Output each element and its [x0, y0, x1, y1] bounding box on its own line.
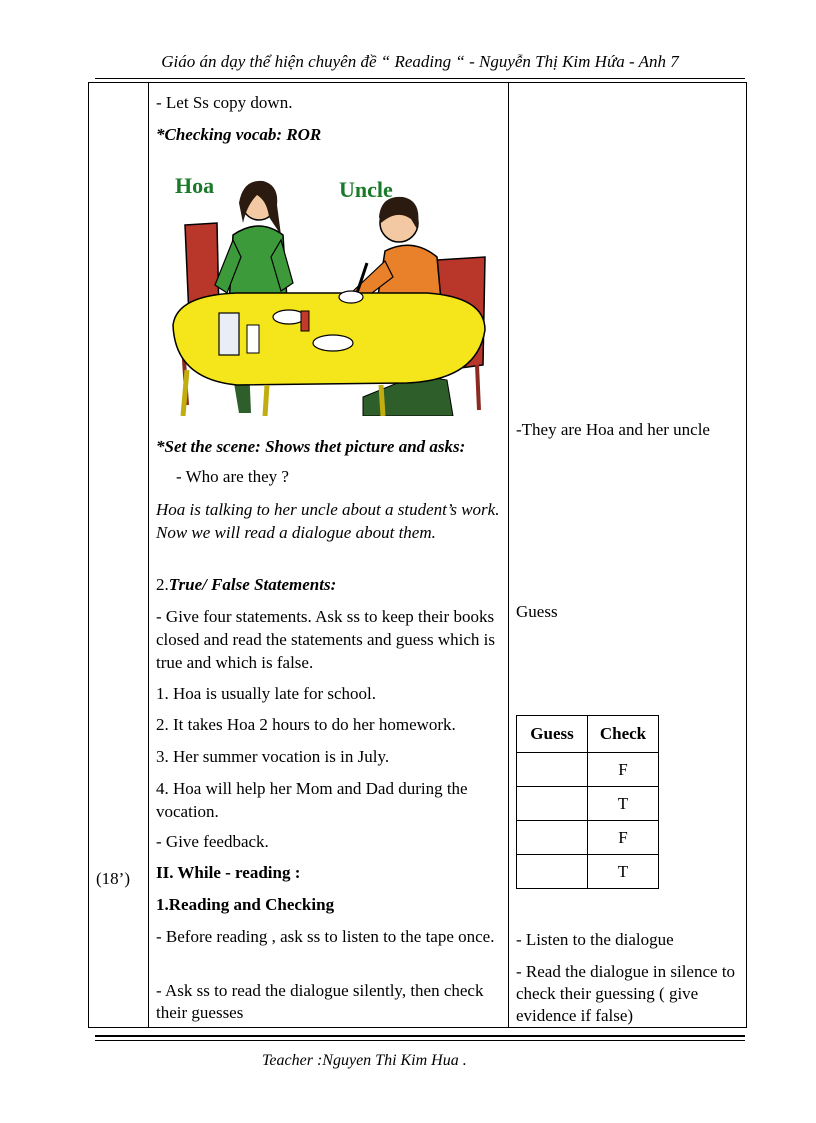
- table-row: [517, 787, 659, 821]
- check-cell: F: [588, 821, 659, 855]
- tf-number: 2.: [156, 575, 169, 594]
- checking-vocab-heading: *Checking vocab: ROR: [156, 125, 322, 144]
- statement-4: 4. Hoa will help her Mom and Dad during the vocation.: [156, 779, 468, 821]
- guess-cell: [517, 855, 588, 889]
- footer-rule-bottom: [95, 1040, 745, 1041]
- intro-text: Hoa is talking to her uncle about a student’s work. Now we will read a dialogue about them.: [156, 500, 500, 542]
- label-hoa: Hoa: [175, 173, 215, 198]
- reading-checking-heading: 1.Reading and Checking: [156, 895, 335, 914]
- guess-label: Guess: [516, 602, 558, 621]
- guess-check-table: [516, 715, 659, 889]
- header-check: Check: [588, 716, 659, 753]
- column-divider-2: [508, 82, 509, 1028]
- check-cell: T: [588, 787, 659, 821]
- column-divider-1: [148, 82, 149, 1028]
- who-question: - Who are they ?: [176, 467, 289, 486]
- tf-instructions: - Give four statements. Ask ss to keep their books closed and read the statements and guess which is true and which is false.: [156, 607, 495, 672]
- tf-heading: [156, 574, 336, 596]
- statement-1: 1. Hoa is usually late for school.: [156, 684, 377, 703]
- time-label: (18’): [96, 869, 130, 888]
- header-guess: Guess: [517, 716, 588, 753]
- table-row: [517, 753, 659, 787]
- header-rule: [95, 78, 745, 79]
- give-feedback: - Give feedback.: [156, 832, 269, 851]
- before-reading-text: - Before reading , ask ss to listen to the tape once.: [156, 927, 495, 946]
- check-cell: F: [588, 753, 659, 787]
- table-row: [517, 821, 659, 855]
- listen-text: - Listen to the dialogue: [516, 930, 674, 949]
- read-silently-text: - Ask ss to read the dialogue silently, then check their guesses: [156, 981, 484, 1022]
- while-reading-heading: II. While - reading :: [156, 863, 301, 882]
- label-uncle: Uncle: [339, 177, 393, 202]
- set-scene-heading: *Set the scene: Shows thet picture and asks:: [156, 437, 466, 456]
- statement-3: 3. Her summer vocation is in July.: [156, 747, 390, 766]
- hoa-uncle-illustration: [167, 165, 489, 416]
- read-silence-text: - Read the dialogue in silence to check their guessing ( give evidence if false): [516, 962, 736, 1025]
- copy-down-text: - Let Ss copy down.: [156, 93, 293, 112]
- guess-cell: [517, 753, 588, 787]
- footer-teacher: Teacher :Nguyen Thi Kim Hua .: [262, 1052, 467, 1069]
- table-row: [517, 855, 659, 889]
- statement-2: 2. It takes Hoa 2 hours to do her homework.: [156, 715, 456, 734]
- page-header: Giáo án dạy thể hiện chuyên đề “ Reading “ - Nguyễn Thị Kim Hứa - Anh 7: [161, 52, 679, 71]
- check-cell: T: [588, 855, 659, 889]
- answer-who: -They are Hoa and her uncle: [516, 420, 710, 439]
- guess-cell: [517, 821, 588, 855]
- tf-title: True/ False Statements:: [168, 575, 337, 594]
- guess-cell: [517, 787, 588, 821]
- footer-rule-top: [95, 1035, 745, 1037]
